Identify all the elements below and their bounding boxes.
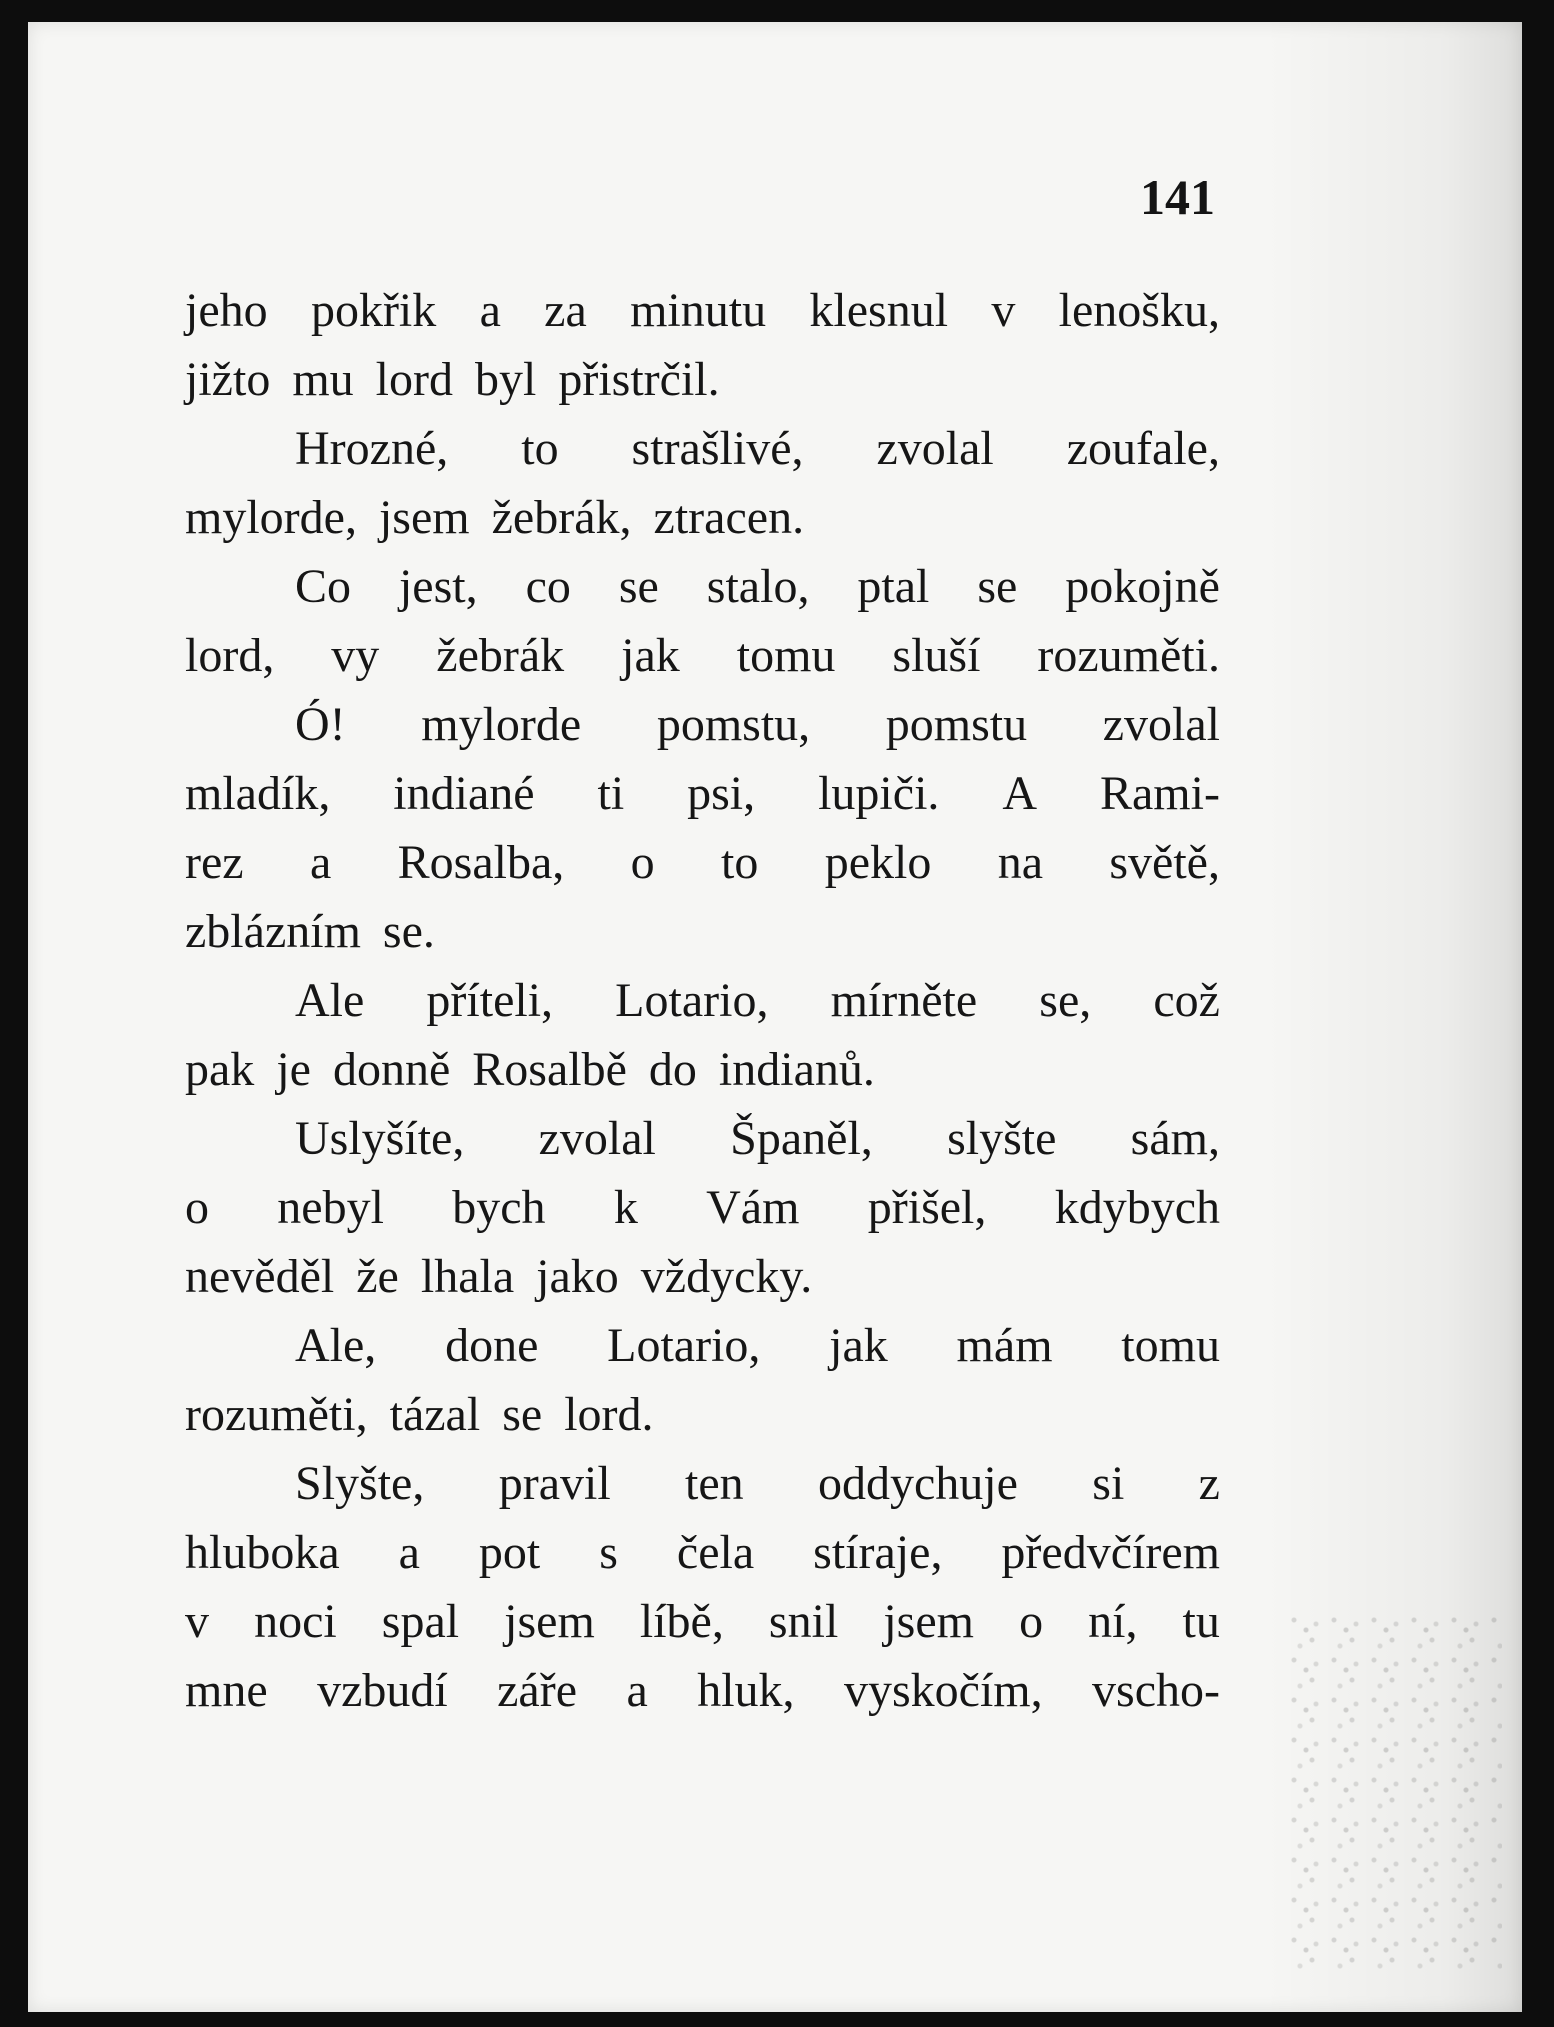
- word: rozuměti,: [185, 1388, 368, 1441]
- text-line: [185, 966, 1220, 1035]
- word: o: [1019, 1595, 1044, 1648]
- word: mylorde: [421, 698, 582, 751]
- word: lupiči.: [818, 767, 940, 820]
- page-speckle: [1282, 1612, 1502, 1972]
- word: jeho: [185, 284, 268, 337]
- text-line: [185, 1104, 1220, 1173]
- text-line: [185, 828, 1220, 897]
- word: mylorde,: [185, 491, 357, 544]
- word: přistrčil.: [558, 353, 720, 406]
- word: Co: [295, 560, 352, 613]
- word: jest,: [398, 560, 478, 613]
- page-number: 141: [1140, 169, 1215, 225]
- word: Rami-: [1099, 767, 1220, 820]
- word: se,: [1039, 974, 1092, 1027]
- word: sám,: [1130, 1112, 1220, 1165]
- word: zvolal: [538, 1112, 656, 1165]
- word: je: [276, 1043, 311, 1096]
- word: vyskočím,: [843, 1664, 1043, 1717]
- word: tu: [1182, 1595, 1220, 1648]
- word: jak: [829, 1319, 888, 1372]
- word: lord,: [185, 629, 275, 682]
- word: a: [479, 284, 501, 337]
- word: strašlivé,: [631, 422, 804, 475]
- word: v: [185, 1595, 209, 1648]
- word: jsem: [504, 1595, 595, 1648]
- word: co: [525, 560, 571, 613]
- text-line: [185, 1518, 1220, 1587]
- word: pokojně: [1065, 560, 1220, 613]
- word: ti: [597, 767, 625, 820]
- word: Hrozné,: [295, 422, 449, 475]
- word: z: [1198, 1457, 1220, 1510]
- word: ní,: [1088, 1595, 1138, 1648]
- word: se: [502, 1388, 543, 1441]
- word: tázal: [389, 1388, 481, 1441]
- word: pravil: [498, 1457, 611, 1510]
- word: Ó!: [295, 698, 346, 751]
- word: Ale: [295, 974, 365, 1027]
- word: A: [1002, 767, 1038, 820]
- word: jak: [621, 629, 680, 682]
- word: Španěl,: [730, 1112, 873, 1165]
- word: předvčírem: [1001, 1526, 1220, 1579]
- word: rozuměti.: [1037, 629, 1220, 682]
- word: donně: [332, 1043, 451, 1096]
- word: do: [648, 1043, 697, 1096]
- word: žebrák: [436, 629, 565, 682]
- word: vy: [331, 629, 380, 682]
- word: žebrák,: [491, 491, 632, 544]
- word: zvolal: [1102, 698, 1220, 751]
- word: a: [309, 836, 332, 889]
- word: Rosalbě: [472, 1043, 627, 1096]
- word: přišel,: [867, 1181, 987, 1234]
- word: vždycky.: [640, 1250, 813, 1303]
- word: stalo,: [706, 560, 810, 613]
- word: slyšte: [947, 1112, 1057, 1165]
- word: což: [1153, 974, 1220, 1027]
- text-line: [185, 276, 1220, 345]
- word: k: [613, 1181, 638, 1234]
- word: Lotario,: [615, 974, 769, 1027]
- word: klesnul: [809, 284, 949, 337]
- text-line: [185, 345, 1220, 414]
- word: si: [1092, 1457, 1125, 1510]
- word: pot: [478, 1526, 541, 1579]
- word: o: [185, 1181, 209, 1234]
- word: jako: [536, 1250, 619, 1303]
- word: oddychuje: [818, 1457, 1018, 1510]
- word: nevěděl: [185, 1250, 335, 1303]
- word: lenošku,: [1058, 284, 1220, 337]
- text-line: [185, 690, 1220, 759]
- word: vscho-: [1092, 1664, 1220, 1717]
- text-line: [185, 1587, 1220, 1656]
- word: Lotario,: [607, 1319, 761, 1372]
- word: lord: [375, 353, 453, 406]
- word: jsem: [883, 1595, 974, 1648]
- word: rez: [185, 836, 244, 889]
- word: mu: [292, 353, 354, 406]
- word: Rosalba,: [397, 836, 565, 889]
- word: mne: [185, 1664, 268, 1717]
- word: peklo: [824, 836, 932, 889]
- word: o: [630, 836, 655, 889]
- word: že: [356, 1250, 399, 1303]
- word: snil: [768, 1595, 839, 1648]
- word: pokřik: [310, 284, 437, 337]
- word: s: [599, 1526, 618, 1579]
- word: mírněte: [830, 974, 978, 1027]
- word: mám: [956, 1319, 1053, 1372]
- word: lord.: [564, 1388, 654, 1441]
- word: jižto: [185, 353, 271, 406]
- word: pomstu: [885, 698, 1028, 751]
- word: hluk,: [697, 1664, 795, 1717]
- word: to: [720, 836, 759, 889]
- word: stíraje,: [813, 1526, 943, 1579]
- text-line: [185, 414, 1220, 483]
- word: sluší: [892, 629, 981, 682]
- text-line: [185, 1656, 1220, 1725]
- text-line: [185, 1173, 1220, 1242]
- text-line: [185, 1380, 1220, 1449]
- word: Uslyšíte,: [295, 1112, 465, 1165]
- word: zblázním: [185, 905, 361, 958]
- word: bych: [452, 1181, 546, 1234]
- word: čela: [676, 1526, 755, 1579]
- text-line: [185, 1242, 1220, 1311]
- text-line: [185, 621, 1220, 690]
- word: vzbudí: [317, 1664, 448, 1717]
- word: spal: [381, 1595, 460, 1648]
- word: lhala: [420, 1250, 515, 1303]
- word: minutu: [630, 284, 767, 337]
- text-line: [185, 1449, 1220, 1518]
- word: se: [977, 560, 1018, 613]
- text-line: [185, 897, 1220, 966]
- text-line: [185, 759, 1220, 828]
- word: ptal: [857, 560, 930, 613]
- word: jsem: [378, 491, 470, 544]
- word: hluboka: [185, 1526, 340, 1579]
- word: pomstu,: [656, 698, 811, 751]
- word: líbě,: [639, 1595, 724, 1648]
- word: zoufale,: [1066, 422, 1220, 475]
- word: nebyl: [277, 1181, 384, 1234]
- word: noci: [254, 1595, 337, 1648]
- word: a: [626, 1664, 648, 1717]
- word: světě,: [1109, 836, 1220, 889]
- text-line: [185, 1035, 1220, 1104]
- text-line: [185, 1311, 1220, 1380]
- body-text: [185, 276, 1220, 1725]
- word: to: [521, 422, 559, 475]
- word: ten: [685, 1457, 744, 1510]
- word: Slyšte,: [295, 1457, 425, 1510]
- word: byl: [474, 353, 537, 406]
- word: na: [997, 836, 1043, 889]
- word: a: [398, 1526, 420, 1579]
- word: kdybych: [1054, 1181, 1220, 1234]
- word: done: [445, 1319, 539, 1372]
- word: Ale,: [295, 1319, 377, 1372]
- word: za: [544, 284, 587, 337]
- word: ztracen.: [653, 491, 805, 544]
- word: indianů.: [718, 1043, 875, 1096]
- word: indiané: [393, 767, 535, 820]
- word: zvolal: [876, 422, 994, 475]
- word: se.: [382, 905, 435, 958]
- text-line: [185, 483, 1220, 552]
- word: psi,: [687, 767, 756, 820]
- text-line: [185, 552, 1220, 621]
- word: se: [618, 560, 659, 613]
- word: záře: [497, 1664, 578, 1717]
- word: příteli,: [426, 974, 554, 1027]
- word: v: [991, 284, 1016, 337]
- word: Vám: [706, 1181, 800, 1234]
- word: pak: [185, 1043, 255, 1096]
- word: tomu: [1121, 1319, 1220, 1372]
- word: mladík,: [185, 767, 331, 820]
- word: tomu: [736, 629, 836, 682]
